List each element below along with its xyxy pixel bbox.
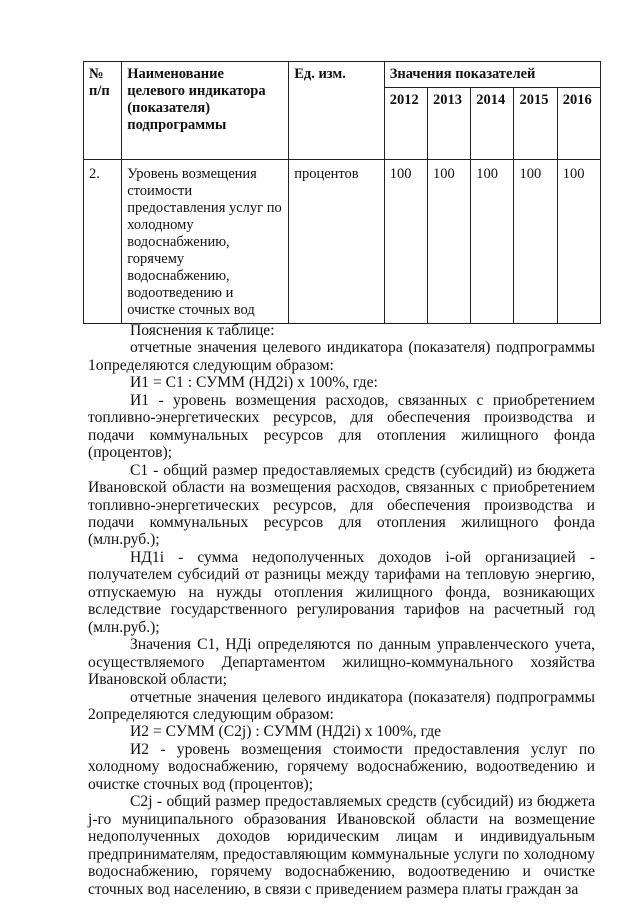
- paragraph: И2 - уровень возмещения стоимости предоставления услуг по холодному водоснабжению, горячему водоснабжению, водоотведению и очистке сточных вод (процентов);: [88, 740, 595, 793]
- cell-value: 100: [427, 160, 470, 324]
- paragraph: отчетные значения целевого индикатора (показателя) подпрограммы 1определяются следующим образом:: [88, 339, 595, 374]
- cell-value: 100: [384, 160, 427, 324]
- cell-num: 2.: [84, 160, 122, 324]
- cell-value: 100: [557, 160, 600, 324]
- header-values: Значения показателей: [384, 62, 600, 88]
- paragraph: НД1i - сумма недополученных доходов i-ой организацией - получателем субсидий от разницы между тарифами на тепловую энергию, отпускаемую на нужды отопления жилищного фонда, возникающих вследствие государственного регулирования тарифов на расчетный год (млн.руб.);: [88, 548, 595, 636]
- header-year: 2014: [471, 88, 514, 160]
- header-name: Наименование целевого индикатора (показателя) подпрограммы: [122, 62, 289, 160]
- paragraph: отчетные значения целевого индикатора (показателя) подпрограммы 2определяются следующим образом:: [88, 688, 595, 723]
- table-header-row: [84, 62, 601, 88]
- header-year: 2015: [514, 88, 557, 160]
- paragraph: Пояснения к таблице:: [130, 322, 275, 339]
- paragraph: И1 = С1 : СУММ (НД2i) x 100%, где:: [130, 374, 378, 392]
- cell-unit: процентов: [289, 160, 385, 324]
- indicator-table: [83, 61, 601, 324]
- paragraph: С1 - общий размер предоставляемых средств (субсидий) из бюджета Ивановской области на возмещения расходов, связанных с приобретением топливно-энергетических ресурсов, для обеспечения производства и подачи коммунальных ресурсов для отопления жилищного фонда (млн.руб.);: [88, 461, 595, 549]
- paragraph: И2 = СУММ (С2j) : СУММ (НД2i) x 100%, где: [130, 723, 442, 741]
- header-unit: Ед. изм.: [289, 62, 385, 160]
- cell-value: 100: [514, 160, 557, 324]
- cell-name: Уровень возмещения стоимости предоставления услуг по холодному водоснабжению, горячему водоснабжению, водоотведению и очистке сточных вод: [122, 160, 289, 324]
- header-year: 2012: [384, 88, 427, 160]
- explanation-text: [88, 322, 595, 898]
- paragraph: И1 - уровень возмещения расходов, связанных с приобретением топливно-энергетических ресурсов, для обеспечения производства и подачи коммунальных ресурсов для отопления жилищного фонда (процентов);: [88, 391, 595, 462]
- cell-value: 100: [471, 160, 514, 324]
- header-year: 2013: [427, 88, 470, 160]
- paragraph: С2j - общий размер предоставляемых средств (субсидий) из бюджета j-го муниципального образования Ивановской области на возмещение недополученных доходов юридическим лицам и индивидуальным предпринимателям, предоставляющим коммунальные услуги по холодному водоснабжению, горячему водоснабжению, водоотведению и очистке сточных вод населению, в связи с приведением размера платы граждан за: [88, 793, 595, 898]
- paragraph: Значения С1, НДi определяются по данным управленческого учета, осуществляемого Департаментом жилищно-коммунального хозяйства Ивановской области;: [88, 636, 595, 689]
- header-year: 2016: [557, 88, 600, 160]
- table-row: [84, 160, 601, 324]
- header-num: № п/п: [84, 62, 122, 160]
